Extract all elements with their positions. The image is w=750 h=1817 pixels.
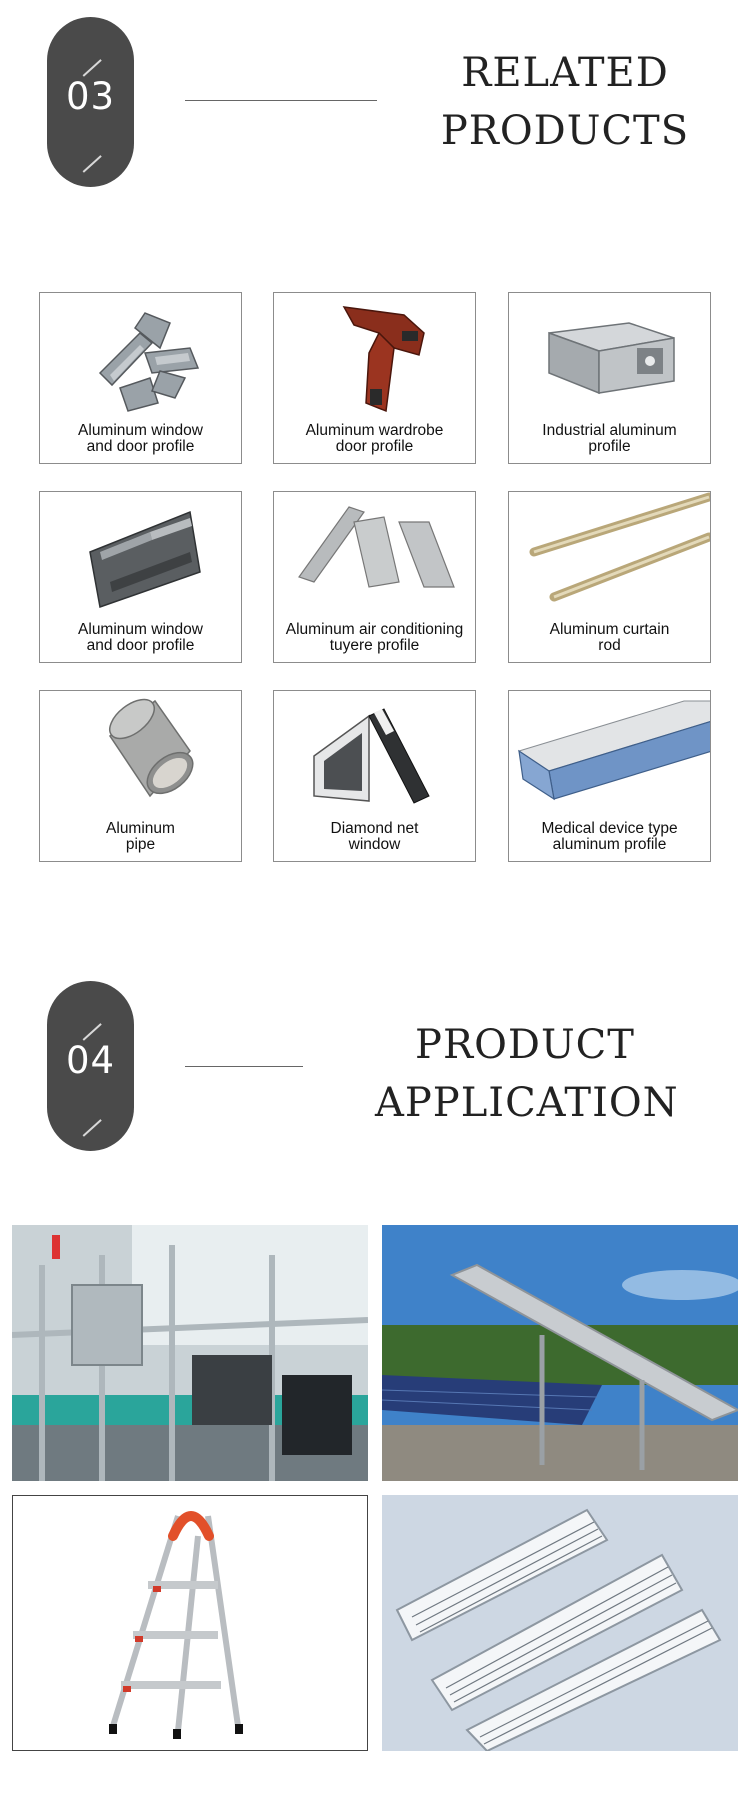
slash-bottom-decoration bbox=[83, 155, 102, 172]
product-card-7[interactable] bbox=[39, 690, 242, 862]
title-line-2: APPLICATION bbox=[375, 1080, 679, 1126]
heading-rule bbox=[185, 1066, 303, 1067]
product-card-6[interactable] bbox=[508, 491, 711, 663]
product-card-1[interactable] bbox=[39, 292, 242, 464]
caption-line-1: Aluminum air conditioning bbox=[285, 621, 464, 638]
caption-line-1: Aluminum window bbox=[78, 422, 203, 439]
caption-line-2: door profile bbox=[335, 438, 414, 455]
air-vent-icon bbox=[382, 1495, 738, 1751]
section-number-badge-03 bbox=[47, 17, 134, 187]
medical-profile-icon bbox=[509, 691, 711, 821]
slash-bottom-decoration bbox=[83, 1119, 102, 1136]
product-card-9[interactable] bbox=[508, 690, 711, 862]
caption-line-2: tuyere profile bbox=[329, 637, 420, 654]
tuyere-profile-icon bbox=[274, 492, 476, 622]
wardrobe-profile-icon bbox=[274, 293, 476, 423]
caption-line-1: Medical device type bbox=[541, 820, 678, 837]
caption-line-1: Aluminum window bbox=[78, 621, 203, 638]
section-number: 04 bbox=[65, 1039, 116, 1082]
window-profile-icon bbox=[40, 293, 242, 423]
application-photo-ladder bbox=[12, 1495, 368, 1751]
caption-line-2: profile bbox=[588, 438, 631, 455]
ladder-icon bbox=[13, 1496, 367, 1750]
product-caption bbox=[44, 622, 237, 654]
caption-line-2: window bbox=[348, 836, 401, 853]
caption-line-1: Diamond net bbox=[330, 820, 419, 837]
product-caption bbox=[278, 622, 471, 654]
product-card-3[interactable] bbox=[508, 292, 711, 464]
application-photo-air-vent bbox=[382, 1495, 738, 1751]
product-card-2[interactable] bbox=[273, 292, 476, 464]
caption-line-1: Industrial aluminum bbox=[542, 422, 677, 439]
application-photo-assembly-line bbox=[12, 1225, 368, 1481]
product-caption bbox=[513, 821, 706, 853]
industrial-profile-icon bbox=[509, 293, 711, 423]
product-caption bbox=[278, 821, 471, 853]
pipe-icon bbox=[40, 691, 242, 821]
caption-line-2: aluminum profile bbox=[552, 836, 667, 853]
title-line-1: RELATED bbox=[461, 50, 669, 96]
section-number: 03 bbox=[65, 75, 116, 118]
product-caption bbox=[513, 423, 706, 455]
caption-line-2: and door profile bbox=[86, 637, 195, 654]
net-window-icon bbox=[274, 691, 476, 821]
product-caption bbox=[44, 821, 237, 853]
heading-rule bbox=[185, 100, 377, 101]
product-caption bbox=[513, 622, 706, 654]
section-title-related-products bbox=[420, 44, 710, 160]
product-card-5[interactable] bbox=[273, 491, 476, 663]
curtain-rod-icon bbox=[509, 492, 711, 622]
title-line-1: PRODUCT bbox=[415, 1022, 635, 1068]
assembly-line-icon bbox=[12, 1225, 368, 1481]
product-caption bbox=[44, 423, 237, 455]
caption-line-2: and door profile bbox=[86, 438, 195, 455]
caption-line-2: rod bbox=[598, 637, 621, 654]
slash-top-decoration bbox=[83, 1023, 102, 1040]
title-line-2: PRODUCTS bbox=[440, 108, 690, 154]
product-card-4[interactable] bbox=[39, 491, 242, 663]
product-card-8[interactable] bbox=[273, 690, 476, 862]
section-number-badge-04 bbox=[47, 981, 134, 1151]
application-photo-solar-mount bbox=[382, 1225, 738, 1481]
slash-top-decoration bbox=[83, 59, 102, 76]
product-caption bbox=[278, 423, 471, 455]
sliding-profile-icon bbox=[40, 492, 242, 622]
caption-line-1: Aluminum bbox=[106, 820, 175, 837]
caption-line-2: pipe bbox=[125, 836, 156, 853]
caption-line-1: Aluminum wardrobe bbox=[305, 422, 444, 439]
caption-line-1: Aluminum curtain bbox=[549, 621, 670, 638]
solar-mount-icon bbox=[382, 1225, 738, 1481]
section-title-product-application bbox=[375, 1016, 679, 1132]
